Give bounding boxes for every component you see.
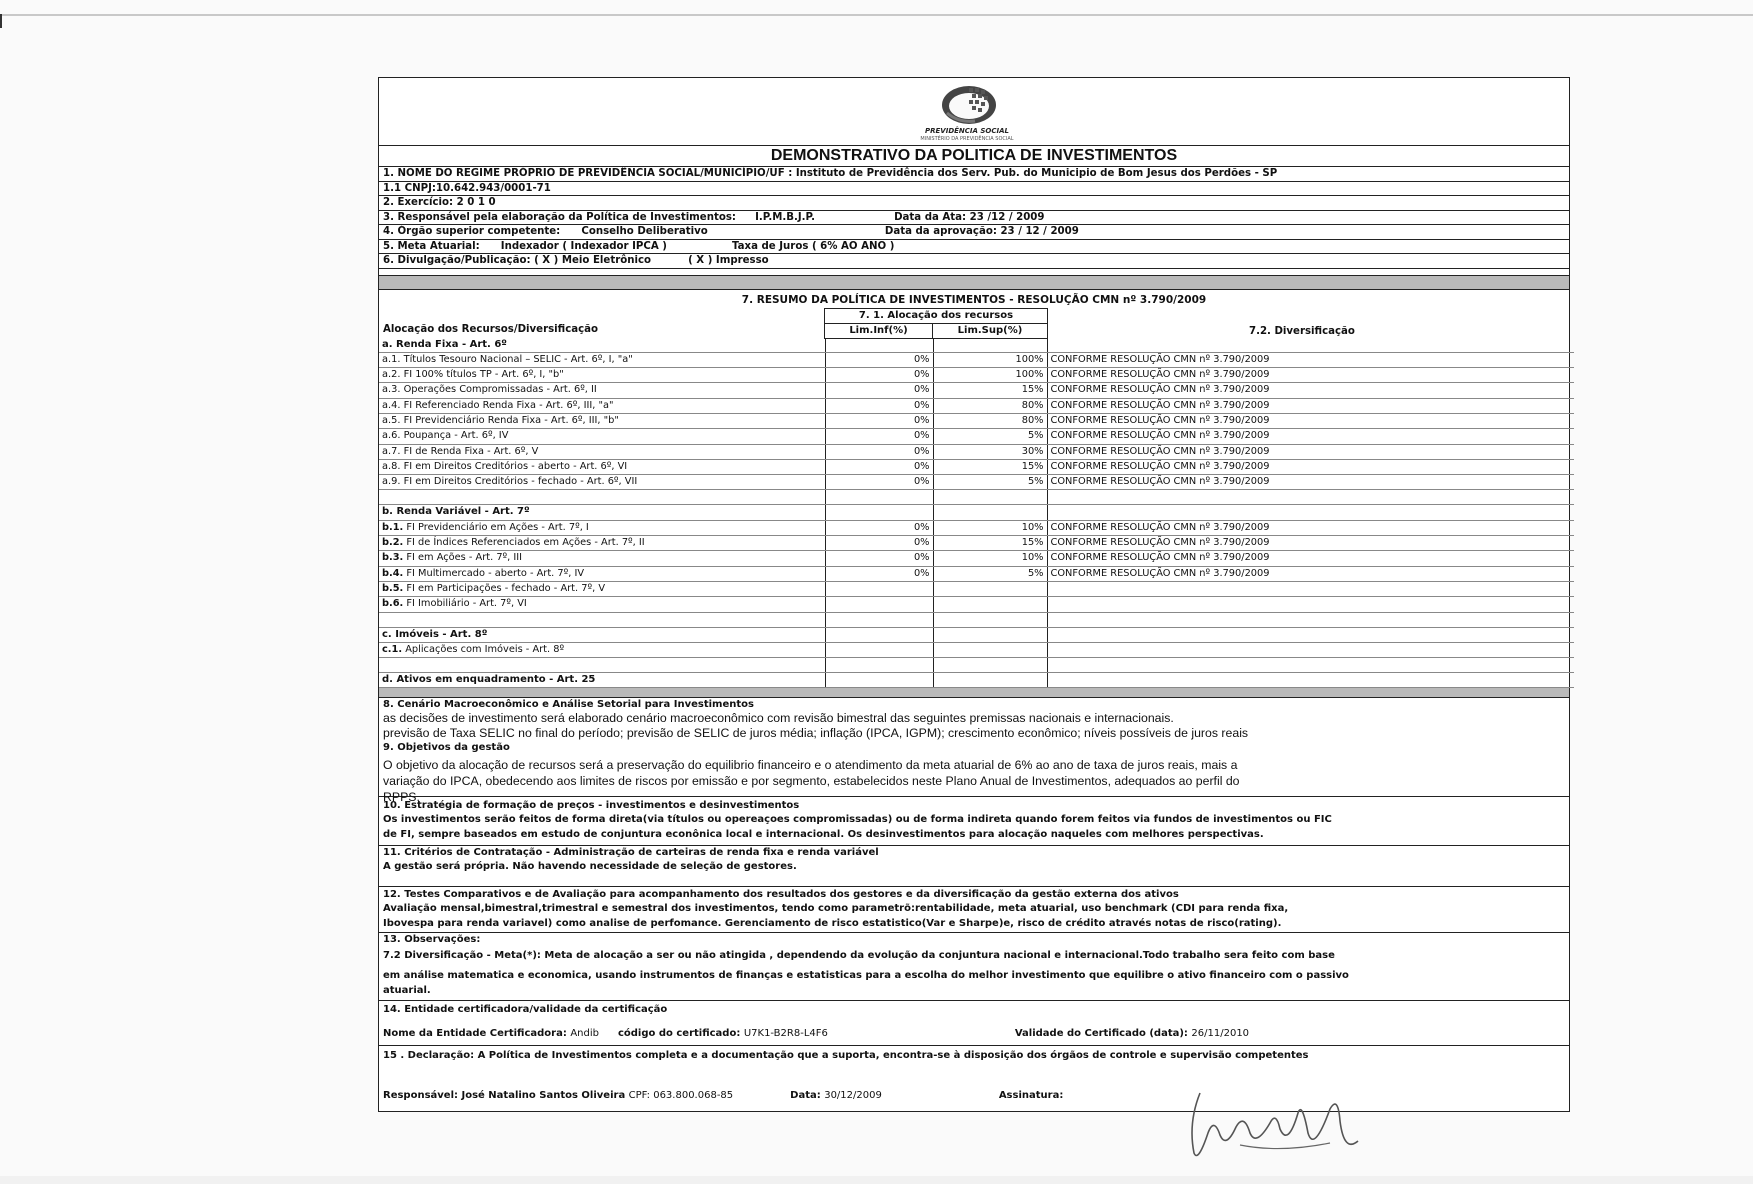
col-alloc-header: Alocação dos Recursos/Diversificação xyxy=(383,323,599,335)
diversification-cell xyxy=(1047,642,1574,657)
alloc-label-cell xyxy=(379,520,825,535)
row-id: b.1. xyxy=(382,521,404,533)
category-row xyxy=(379,338,1574,353)
section-9-line-1: O objetivo da alocação de recursos será a preservação do equilibrio financeiro e o atendimento da meta atuarial de 6% ao ano de taxa de juros reais, mais a xyxy=(383,758,1238,773)
lim-inf-cell: 0% xyxy=(825,536,933,551)
row-id: b.6. xyxy=(382,598,404,610)
alloc-label-cell xyxy=(379,551,825,566)
diversification-cell: CONFORME RESOLUÇÃO CMN nº 3.790/2009 xyxy=(1047,429,1574,444)
diversification-cell: CONFORME RESOLUÇÃO CMN nº 3.790/2009 xyxy=(1047,536,1574,551)
alloc-label-cell xyxy=(379,642,825,657)
alloc-label-cell: a.3. Operações Compromissadas - Art. 6º, II xyxy=(379,383,825,398)
section-9-title: 9. Objetivos da gestão xyxy=(383,742,510,754)
lim-sup-cell xyxy=(933,658,1047,673)
lim-inf-cell xyxy=(825,612,933,627)
responsible-value: I.P.M.B.J.P. xyxy=(755,211,815,223)
category-row xyxy=(379,673,1574,688)
row-label: FI de Índices Referenciados em Ações - Art. 7º, II xyxy=(403,537,645,549)
lim-sup-cell xyxy=(933,627,1047,642)
lim-inf-cell: 0% xyxy=(825,551,933,566)
minutes-date: Data da Ata: 23 /12 / 2009 xyxy=(894,211,1045,223)
cert-validity-label: Validade do Certificado (data): xyxy=(1014,1028,1188,1040)
alloc-label-cell xyxy=(379,581,825,596)
diversification-cell xyxy=(1047,612,1574,627)
lim-inf-cell xyxy=(825,597,933,612)
diversification-cell: CONFORME RESOLUÇÃO CMN nº 3.790/2009 xyxy=(1047,413,1574,428)
publication-printed: ( X ) Impresso xyxy=(688,255,769,266)
section-10-line-1: Os investimentos serão feitos de forma direta(via títulos ou opereaçoes compromissadas) ou de forma indireta quando forem feitos via fundos de investimentos ou FIC xyxy=(383,814,1332,826)
lim-inf-cell: 0% xyxy=(825,429,933,444)
section-11-title: 11. Critérios de Contratação - Administração de carteiras de renda fixa e renda variável xyxy=(383,847,879,859)
category-row xyxy=(379,627,1574,642)
cert-code-value: U7K1-B2R8-L4F6 xyxy=(743,1028,828,1040)
allocation-table-body xyxy=(379,338,1574,688)
lim-inf-cell xyxy=(825,581,933,596)
row-label: FI Multimercado - aberto - Art. 7º, IV xyxy=(403,567,585,579)
allocation-row xyxy=(379,429,1574,444)
diversification-cell xyxy=(1047,581,1574,596)
allocation-row xyxy=(379,413,1574,428)
lim-sup-cell: 10% xyxy=(933,551,1047,566)
blank-row xyxy=(379,658,1574,673)
field-responsible xyxy=(379,211,1569,226)
section-15 xyxy=(379,1049,1569,1112)
blank-row xyxy=(379,490,1574,505)
allocation-row xyxy=(379,551,1574,566)
allocation-row xyxy=(379,642,1574,657)
signature-label: Assinatura: xyxy=(998,1090,1064,1102)
diversification-cell xyxy=(1047,658,1574,673)
superior-body-value: Conselho Deliberativo xyxy=(581,226,708,237)
section-7-title: 7. RESUMO DA POLÍTICA DE INVESTIMENTOS - RESOLUÇÃO CMN nº 3.790/2009 xyxy=(741,293,1207,306)
lim-sup-cell: 80% xyxy=(933,398,1047,413)
alloc-label-cell xyxy=(379,536,825,551)
field-cnpj: 1.1 CNPJ:10.642.943/0001-71 xyxy=(379,182,1569,197)
declaration-row xyxy=(383,1088,1565,1103)
investment-policy-document xyxy=(378,77,1568,1135)
page-top-border xyxy=(0,14,1753,16)
section-12-line-1: Avaliação mensal,bimestral,trimestral e semestral dos investimentos, tendo como parametrõ:rentabilidade, meta atuarial, uso benchmark (CDI para renda fixa, xyxy=(383,903,1289,915)
interest-rate: Taxa de Juros ( 6% AO ANO ) xyxy=(732,240,895,252)
row-label: FI em Participações - fechado - Art. 7º, V xyxy=(403,582,606,594)
lim-sup-cell: 15% xyxy=(933,536,1047,551)
section-9-line-2: variação do IPCA, obedecendo aos limites de riscos por emissão e por segmento, estabelecidos neste Plano Anual de Investimentos, adequados ao perfil do xyxy=(383,774,1240,789)
lim-inf-cell: 0% xyxy=(825,368,933,383)
responsible-label: 3. Responsável pela elaboração da Política de Investimentos: xyxy=(383,211,736,223)
lim-sup-cell xyxy=(933,490,1047,505)
allocation-row xyxy=(379,597,1574,612)
section-11 xyxy=(379,846,1569,887)
section-11-line-1: A gestão será própria. Não havendo necessidade de seleção de gestores. xyxy=(383,861,797,873)
spacer-row xyxy=(379,269,1569,276)
lim-sup-cell xyxy=(933,338,1047,353)
previdencia-logo-icon xyxy=(939,83,999,127)
lim-sup-cell: 10% xyxy=(933,520,1047,535)
certification-row xyxy=(383,1026,1565,1041)
lim-sup-cell xyxy=(933,642,1047,657)
col-div-header: 7.2. Diversificação xyxy=(1249,325,1355,337)
row-id: b.4. xyxy=(382,567,404,579)
row-label: FI Previdenciário em Ações - Art. 7º, I xyxy=(403,521,589,533)
col-inf-header: Lim.Inf(%) xyxy=(824,323,933,339)
declaration-date-label: Data: xyxy=(790,1090,821,1102)
allocation-row xyxy=(379,475,1574,490)
alloc-label-cell xyxy=(379,490,825,505)
section-15-title: 15 . Declaração: A Política de Investimentos completa e a documentação que a suporta, encontra-se à disposição dos órgãos de controle e supervisão competentes xyxy=(383,1050,1309,1062)
row-id: c.1. xyxy=(382,643,403,655)
page-bottom-edge xyxy=(0,1176,1753,1184)
logo-name-text: PREVIDÊNCIA SOCIAL xyxy=(925,127,1009,135)
lim-sup-cell: 5% xyxy=(933,566,1047,581)
cert-code-label: código do certificado: xyxy=(617,1028,741,1040)
alloc-label-cell: a.4. FI Referenciado Renda Fixa - Art. 6º, III, "a" xyxy=(379,398,825,413)
handwritten-signature xyxy=(1180,1083,1380,1173)
responsible-cpf: CPF: 063.800.068-85 xyxy=(628,1090,734,1102)
lim-sup-cell: 5% xyxy=(933,429,1047,444)
lim-sup-cell xyxy=(933,505,1047,520)
lim-inf-cell: 0% xyxy=(825,352,933,367)
alloc-label-cell xyxy=(379,597,825,612)
alloc-label-cell: b. Renda Variável - Art. 7º xyxy=(379,505,825,520)
section-8-line-2: previsão de Taxa SELIC no final do período; previsão de SELIC de juros média; inflação (IPCA, IGPM); crescimento econômico; níveis possíveis de juros reais xyxy=(383,726,1249,741)
allocation-table xyxy=(379,338,1574,689)
lim-inf-cell: 0% xyxy=(825,566,933,581)
col-sup-header: Lim.Sup(%) xyxy=(932,323,1048,339)
section-8-9 xyxy=(379,698,1569,805)
diversification-cell: CONFORME RESOLUÇÃO CMN nº 3.790/2009 xyxy=(1047,383,1574,398)
field-superior-body xyxy=(379,225,1569,240)
diversification-cell: CONFORME RESOLUÇÃO CMN nº 3.790/2009 xyxy=(1047,444,1574,459)
cert-validity-value: 26/11/2010 xyxy=(1191,1028,1250,1040)
lim-inf-cell xyxy=(825,642,933,657)
alloc-label-cell xyxy=(379,566,825,581)
alloc-label-cell: a.2. FI 100% títulos TP - Art. 6º, I, "b" xyxy=(379,368,825,383)
diversification-cell xyxy=(1047,338,1574,353)
diversification-cell: CONFORME RESOLUÇÃO CMN nº 3.790/2009 xyxy=(1047,520,1574,535)
lim-sup-cell: 15% xyxy=(933,459,1047,474)
logo-ministry-text: MINISTÉRIO DA PREVIDÊNCIA SOCIAL xyxy=(920,136,1014,142)
actuarial-goal-value: Indexador ( Indexador IPCA ) xyxy=(500,240,667,252)
lim-inf-cell xyxy=(825,490,933,505)
lim-inf-cell xyxy=(825,673,933,688)
row-label: FI Imobiliário - Art. 7º, VI xyxy=(403,598,527,610)
alloc-label-cell xyxy=(379,658,825,673)
blank-row xyxy=(379,612,1574,627)
alloc-label-cell: a.9. FI em Direitos Creditórios - fechado - Art. 6º, VII xyxy=(379,475,825,490)
lim-inf-cell: 0% xyxy=(825,383,933,398)
row-label: Aplicações com Imóveis - Art. 8º xyxy=(402,643,565,655)
actuarial-goal-label: 5. Meta Atuarial: xyxy=(383,240,480,252)
allocation-row xyxy=(379,459,1574,474)
allocation-row xyxy=(379,368,1574,383)
diversification-cell xyxy=(1047,597,1574,612)
lim-sup-cell xyxy=(933,612,1047,627)
section-14 xyxy=(379,1003,1569,1046)
lim-sup-cell: 100% xyxy=(933,352,1047,367)
superior-body-label: 4. Órgão superior competente: xyxy=(383,226,561,237)
allocation-row xyxy=(379,398,1574,413)
field-publication xyxy=(379,254,1569,269)
responsible-name: Responsável: José Natalino Santos Oliveira xyxy=(383,1090,626,1102)
section-10-title: 10. Estratégia de formação de preços - investimentos e desinvestimentos xyxy=(383,800,800,812)
approval-date: Data da aprovação: 23 / 12 / 2009 xyxy=(884,226,1079,237)
diversification-cell: CONFORME RESOLUÇÃO CMN nº 3.790/2009 xyxy=(1047,551,1574,566)
document-frame xyxy=(378,77,1570,1112)
alloc-label-cell: a.8. FI em Direitos Creditórios - aberto - Art. 6º, VI xyxy=(379,459,825,474)
alloc-label-cell: a.6. Poupança - Art. 6º, IV xyxy=(379,429,825,444)
diversification-cell: CONFORME RESOLUÇÃO CMN nº 3.790/2009 xyxy=(1047,368,1574,383)
alloc-label-cell: a.7. FI de Renda Fixa - Art. 6º, V xyxy=(379,444,825,459)
lim-inf-cell: 0% xyxy=(825,444,933,459)
header-logo-area xyxy=(379,78,1569,146)
row-id: b.3. xyxy=(382,552,404,564)
allocation-group-header: 7. 1. Alocação dos recursos xyxy=(824,308,1048,323)
lim-inf-cell xyxy=(825,505,933,520)
section-12 xyxy=(379,888,1569,933)
category-row xyxy=(379,505,1574,520)
document-title: DEMONSTRATIVO DA POLITICA DE INVESTIMENTOS xyxy=(379,146,1569,167)
section-14-title: 14. Entidade certificadora/validade da certificação xyxy=(383,1004,668,1016)
lim-inf-cell: 0% xyxy=(825,459,933,474)
alloc-label-cell: a.1. Títulos Tesouro Nacional – SELIC - Art. 6º, I, "a" xyxy=(379,352,825,367)
entity-label: Nome da Entidade Certificadora: xyxy=(383,1028,567,1040)
lim-inf-cell xyxy=(825,338,933,353)
lim-sup-cell: 30% xyxy=(933,444,1047,459)
section-13-line-2: em análise matematica e economica, usando instrumentos de finanças e estatisticas para a escolha do melhor investimento que equilibre o ativo financeiro com o passivo xyxy=(383,970,1349,982)
allocation-header xyxy=(379,308,1569,338)
field-regime-name: 1. NOME DO REGIME PRÓPRIO DE PREVIDÊNCIA SOCIAL/MUNICÍPIO/UF : Instituto de Previdência dos Serv. Pub. do Municipio de Bom Jesus dos Perdões - SP xyxy=(379,167,1569,182)
allocation-row xyxy=(379,566,1574,581)
lim-sup-cell xyxy=(933,581,1047,596)
diversification-cell: CONFORME RESOLUÇÃO CMN nº 3.790/2009 xyxy=(1047,459,1574,474)
lim-sup-cell: 80% xyxy=(933,413,1047,428)
lim-inf-cell xyxy=(825,627,933,642)
lim-inf-cell: 0% xyxy=(825,520,933,535)
lim-inf-cell: 0% xyxy=(825,475,933,490)
entity-value: Andib xyxy=(570,1028,599,1040)
gray-separator-2 xyxy=(379,688,1569,698)
publication-electronic: 6. Divulgação/Publicação: ( X ) Meio Eletrônico xyxy=(383,255,652,266)
section-10-line-2: de FI, sempre baseados em estudo de conjuntura econônica local e internacional. Os desinvestimentos para alocação naqueles com melhores perspectivas. xyxy=(383,829,1264,841)
diversification-cell xyxy=(1047,673,1574,688)
diversification-cell: CONFORME RESOLUÇÃO CMN nº 3.790/2009 xyxy=(1047,475,1574,490)
lim-sup-cell: 100% xyxy=(933,368,1047,383)
diversification-cell: CONFORME RESOLUÇÃO CMN nº 3.790/2009 xyxy=(1047,398,1574,413)
alloc-label-cell: a. Renda Fixa - Art. 6º xyxy=(379,338,825,353)
field-actuarial-goal xyxy=(379,240,1569,255)
field-exercise: 2. Exercício: 2 0 1 0 xyxy=(379,196,1569,211)
alloc-label-cell: a.5. FI Previdenciário Renda Fixa - Art. 6º, III, "b" xyxy=(379,413,825,428)
allocation-row xyxy=(379,444,1574,459)
lim-inf-cell: 0% xyxy=(825,398,933,413)
section-12-title: 12. Testes Comparativos e de Avaliação para acompanhamento dos resultados dos gestores e da diversificação da gestão externa dos ativos xyxy=(383,889,1179,901)
allocation-row xyxy=(379,536,1574,551)
allocation-row xyxy=(379,352,1574,367)
row-label: FI em Ações - Art. 7º, III xyxy=(403,552,523,564)
diversification-cell: CONFORME RESOLUÇÃO CMN nº 3.790/2009 xyxy=(1047,566,1574,581)
alloc-label-cell xyxy=(379,612,825,627)
allocation-row xyxy=(379,383,1574,398)
lim-sup-cell: 15% xyxy=(933,383,1047,398)
section-13-title: 13. Observações: xyxy=(383,934,481,946)
diversification-cell xyxy=(1047,490,1574,505)
declaration-date-value: 30/12/2009 xyxy=(824,1090,882,1102)
row-id: b.5. xyxy=(382,582,404,594)
alloc-label-cell: d. Ativos em enquadramento - Art. 25 xyxy=(379,673,825,688)
section-8-line-1: as decisões de investimento será elaborado cenário macroeconômico com revisão bimestral das seguintes premissas nacionais e internacionais. xyxy=(383,711,1174,726)
allocation-row xyxy=(379,581,1574,596)
lim-sup-cell xyxy=(933,673,1047,688)
allocation-row xyxy=(379,520,1574,535)
section-10 xyxy=(379,796,1569,846)
section-8-title: 8. Cenário Macroeconômico e Análise Setorial para Investimentos xyxy=(383,699,754,711)
diversification-cell: CONFORME RESOLUÇÃO CMN nº 3.790/2009 xyxy=(1047,352,1574,367)
page-corner-mark xyxy=(0,14,2,28)
section-9-line-3: RPPS. xyxy=(383,790,420,805)
gray-separator xyxy=(379,276,1569,290)
section-13-line-3: atuarial. xyxy=(383,985,431,997)
section-13-line-1: 7.2 Diversificação - Meta(*): Meta de alocação a ser ou não atingida , dependendo da evolução da conjuntura nacional e internacional.Todo trabalho sera feito com base xyxy=(383,950,1335,962)
alloc-label-cell: c. Imóveis - Art. 8º xyxy=(379,627,825,642)
diversification-cell xyxy=(1047,627,1574,642)
lim-sup-cell: 5% xyxy=(933,475,1047,490)
diversification-cell xyxy=(1047,505,1574,520)
section-13 xyxy=(379,933,1569,1001)
lim-sup-cell xyxy=(933,597,1047,612)
row-id: b.2. xyxy=(382,537,404,549)
section-12-line-2: Ibovespa para renda variavel) como analise de perfomance. Gerenciamento de risco estatistico(Var e Sharpe)e, risco de crédito através notas de risco(rating). xyxy=(383,918,1282,930)
lim-inf-cell xyxy=(825,658,933,673)
lim-inf-cell: 0% xyxy=(825,413,933,428)
